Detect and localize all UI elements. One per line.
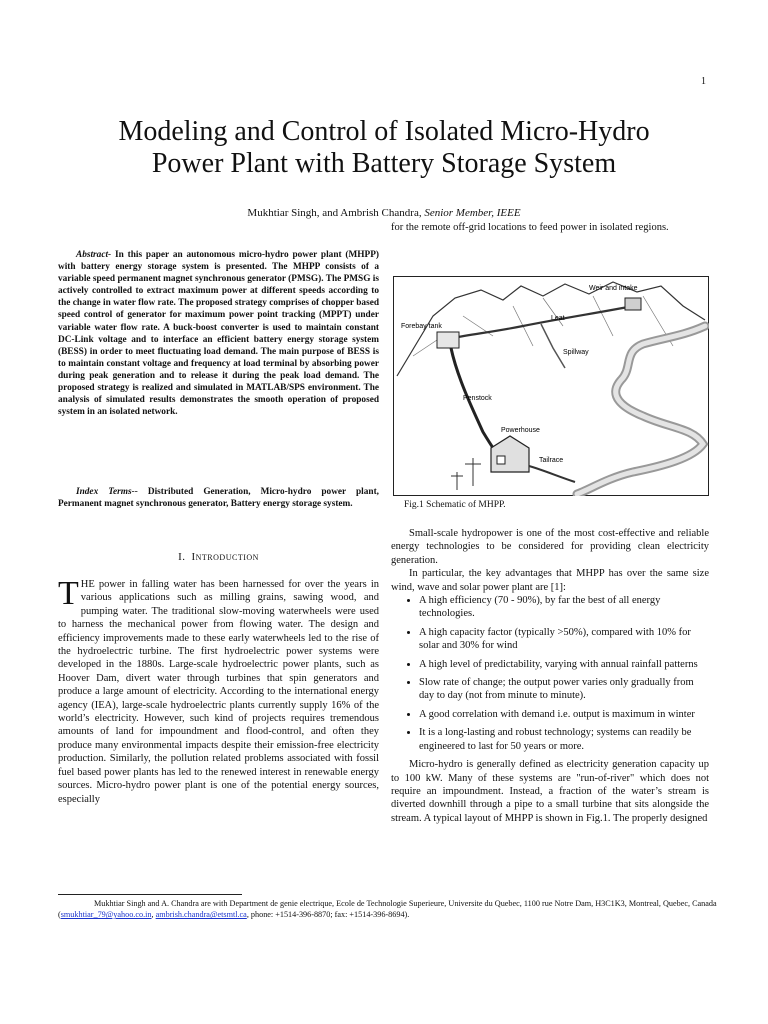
paragraph-micro-hydro-definition: Micro-hydro is generally defined as electricity generation capacity up to 100 kW. Many of these systems are "run-of-river" which does not require an impoundment. Instead, a fraction of the water’s stream is diverted downhill through a pipe to a small turbine that sits alongside the stream. A typical layout of MHPP is shown in Fig.1. The properly designed — [391, 759, 709, 824]
list-item: • A high capacity factor (typically >50%), compared with 10% for solar and 30% for wind — [419, 626, 709, 653]
mhpp-schematic-figure — [393, 276, 709, 496]
abstract-text: In this paper an autonomous micro-hydro power plant (MHPP) with battery energy storage system is presented. The MHPP consists of a variable speed permanent magnet synchronous generator (PMSG). The PMSG is actively controlled to extract maximum power at different speeds according to the change in water flow rate. The proposed strategy comprises of chopper based speed control of generator for maximum power point tracking (MPPT) under variable water flow rate. A buck-boost converter is used to maintain constant DC-Link voltage and to interface an efficient battery energy storage system (BESS) in order to meet fluctuating load demand. The main purpose of BESS is to maintain constant voltage and frequency at load terminal by absorbing power during peak generation and to release it during the peak load demand. The proposed strategy is realized and simulated in MATLAB/SPS environment. The analysis of simulated results demonstrates the smooth operation of proposed system in an isolated network. — [58, 250, 379, 418]
abstract-label: Abstract- — [76, 250, 112, 260]
label-forebay: Forebay tank — [401, 323, 442, 330]
weir-structure — [625, 298, 641, 310]
paragraph-advantages: In particular, the key advantages that MHPP has over the same size wind, wave and solar power plant are [1]: — [391, 568, 709, 593]
label-powerhouse: Powerhouse — [501, 427, 540, 434]
introduction-text: HE power in falling water has been harnessed for over the years in various applications such as milling grains, sawing wood, and pumping water. The traditional slow-moving waterwheels were used to harness the mechanical power from flowing water. The design and efficiency improvements made to these early waterwheels led to the rise of the hydroelectric turbine. The first hydroelectric power systems were developed in the 1880s. Large-scale hydroelectric power plants, such as Hoover Dam, divert water through turbines that spin generators and produce a large amount of electricity. According to the international energy agency (IEA), large-scale hydroelectric plants currently supply 16% of the world’s electricity. However, such kind of projects requires tremendous amounts of land for impoundment and flood-control, and often they produce many environmental impacts despite their emission-free electricity production. Similarly, the pollution related problems associated with fossil fuel based power plants has led to the renewed interest in renewable energy sources. Micro-hydro power plant is one of the potential energy sources, especially — [58, 579, 379, 805]
index-terms — [58, 486, 379, 510]
abstract — [58, 249, 379, 418]
author-role: Senior Member, IEEE — [424, 207, 521, 219]
email-link-singh[interactable]: smukhtiar_79@yahoo.co.in — [60, 910, 152, 920]
list-item: • Slow rate of change; the output power varies only gradually from day to day (not from minute to minute). — [419, 676, 709, 703]
section-heading-introduction — [58, 551, 379, 563]
label-weir: Weir and intake — [589, 285, 638, 292]
label-tailrace: Tailrace — [539, 457, 564, 464]
footnote-separator: , — [151, 910, 156, 920]
index-terms-text: Distributed Generation, Micro-hydro power plant, Permanent magnet synchronous generator, Battery energy storage system. — [58, 487, 379, 510]
title-line-2: Power Plant with Battery Storage System — [151, 148, 617, 179]
list-item: • A high level of predictability, varying with annual rainfall patterns — [419, 658, 709, 671]
list-item: • A high efficiency (70 - 90%), by far the best of all energy technologies. — [419, 594, 709, 621]
email-link-chandra[interactable]: ambrish.chandra@etsmtl.ca — [155, 910, 247, 920]
title-line-1: Modeling and Control of Isolated Micro-Hydro — [118, 116, 650, 147]
author-line — [0, 207, 768, 219]
page-number: 1 — [701, 76, 706, 87]
footnote-text: Mukhtiar Singh and A. Chandra are with Department de genie electrique, Ecole de Technologie Superieure, Universite du Quebec, 1100 rue Notre Dam, H3C1K3, Montreal, Quebec, Canada ( — [58, 899, 717, 920]
right-column-continuation: for the remote off-grid locations to feed power in isolated regions. — [391, 222, 669, 233]
label-penstock: Penstock — [463, 395, 492, 402]
author-names: Mukhtiar Singh, and Ambrish Chandra, — [247, 207, 422, 219]
author-affiliation-footnote — [58, 898, 718, 920]
paragraph-cost-effective: Small-scale hydropower is one of the most cost-effective and reliable energy technologies to be considered for providing clean electricity generation. — [391, 528, 709, 566]
list-item: • It is a long-lasting and robust technology; systems can readily be engineered to last for 50 years or more. — [419, 726, 709, 753]
right-column-body — [391, 527, 709, 825]
figure-caption: Fig.1 Schematic of MHPP. — [404, 500, 506, 510]
paper-title — [60, 116, 708, 180]
footnote-contact: , phone: +1514-396-8870; fax: +1514-396-8694). — [246, 910, 410, 920]
footnote-rule — [58, 894, 242, 895]
drop-cap: T — [58, 575, 79, 612]
label-spillway: Spillway — [563, 349, 589, 356]
introduction-paragraph — [58, 575, 379, 806]
powerhouse-window — [497, 456, 505, 464]
forebay-tank — [437, 332, 459, 348]
index-terms-label: Index Terms-- — [76, 487, 138, 497]
section-title: Introduction — [191, 551, 259, 563]
advantages-list — [391, 594, 709, 753]
section-number: I. — [178, 551, 186, 563]
label-leat: Leat — [551, 315, 565, 322]
list-item: • A good correlation with demand i.e. output is maximum in winter — [419, 708, 709, 721]
